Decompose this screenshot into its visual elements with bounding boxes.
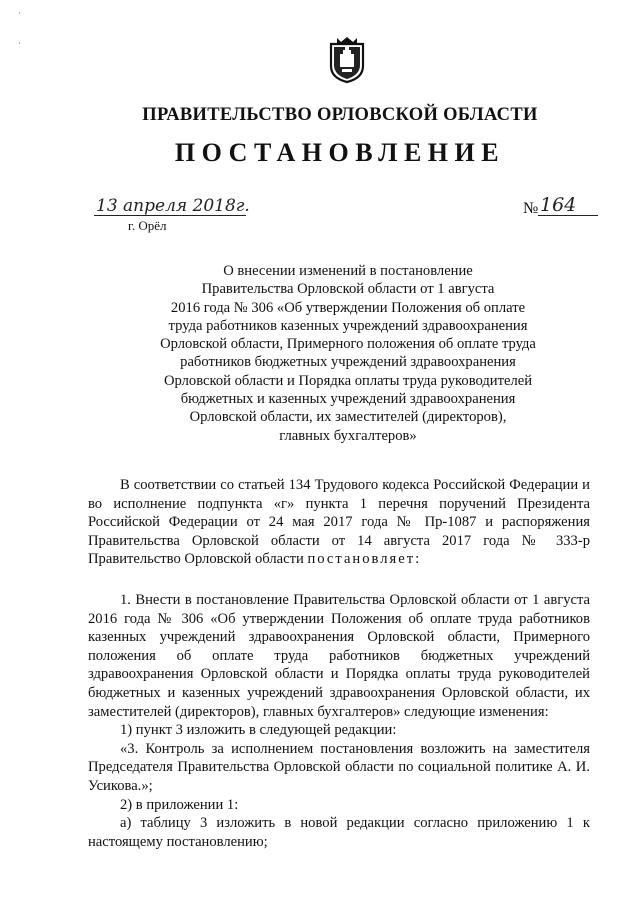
title-line: Правительства Орловской области от 1 августа xyxy=(201,281,495,298)
title-line: главных бухгалтеров» xyxy=(279,427,417,444)
coat-of-arms-icon xyxy=(328,36,366,84)
title-line: работников бюджетных учреждений здравоохранения xyxy=(180,354,516,371)
paragraph-gap xyxy=(88,569,590,591)
document-body xyxy=(88,476,590,851)
organization-name: ПРАВИТЕЛЬСТВО ОРЛОВСКОЙ ОБЛАСТИ xyxy=(142,105,538,125)
number-underline xyxy=(538,215,598,216)
number-label: № xyxy=(523,200,539,217)
clause-1-item-2: 2) в приложении 1: xyxy=(120,796,239,813)
clause-1-item-1: 1) пункт 3 изложить в следующей редакции: xyxy=(120,722,397,739)
document-city: г. Орёл xyxy=(128,218,167,233)
title-line: бюджетных и казенных учреждений здравоохранения xyxy=(180,391,516,408)
document-type: ПОСТАНОВЛЕНИЕ xyxy=(174,138,506,167)
date-underline xyxy=(94,215,246,216)
preamble-paragraph xyxy=(88,476,590,569)
title-line: Орловской области, их заместителей (директоров), xyxy=(189,409,507,426)
resolves-word: постановляет: xyxy=(307,551,422,568)
document-number: 164 xyxy=(540,194,577,216)
title-line: 2016 года № 306 «Об утверждении Положения об оплате xyxy=(170,299,526,316)
clause-1-item-1-text: «3. Контроль за исполнением постановления возложить на заместителя Председателя Правительства Орловской области по социальной политике А. И. Усикова.»; xyxy=(88,740,590,794)
clause-1: 1. Внести в постановление Правительства Орловской области от 1 августа 2016 года № 306 «Об утверждении Положения об оплате труда работников казенных учреждений здравоохранения Орловской области, Примерного положения об оплате труда работников бюджетных учреждений здравоохранения Орловской области и Порядка оплаты труда руководителей бюджетных и казенных учреждений здравоохранения Орловской области, их заместителей (директоров), главных бухгалтеров» следующие изменения: xyxy=(88,591,590,720)
preamble-text: В соответствии со статьей 134 Трудового кодекса Российской Федерации и во исполнение подпункта «г» пункта 1 перечня поручений Президента Российской Федерации от 24 мая 2017 года № Пр-1087 и распоряжения Правительства Орловской области от 14 августа 2017 года № 333-р Правительство Орловской области xyxy=(88,477,590,568)
document-date: 13 апреля 2018г. xyxy=(96,196,250,216)
title-line: О внесении изменений в постановление xyxy=(223,263,473,279)
document-title xyxy=(100,262,596,445)
clause-1-item-2-a: а) таблицу 3 изложить в новой редакции согласно приложению 1 к настоящему постановлению; xyxy=(88,815,590,850)
title-line: Орловской области и Порядка оплаты труда руководителей xyxy=(163,372,533,389)
scan-marks: · · xyxy=(18,8,21,48)
title-line: труда работников казенных учреждений здравоохранения xyxy=(168,317,528,334)
title-line: Орловской области, Примерного положения об оплате труда xyxy=(160,336,536,353)
